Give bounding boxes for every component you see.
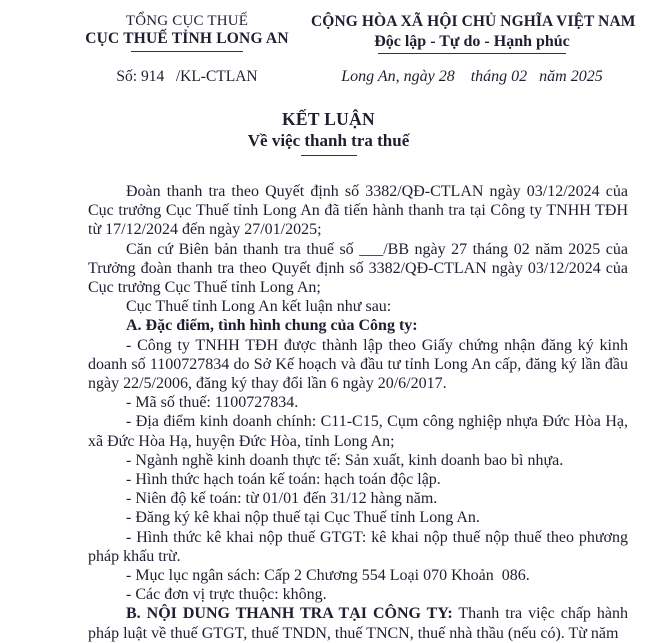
para-vat-declaration-method: - Hình thức kê khai nộp thuế GTGT: kê khai nộp thuế nộp thuế theo phương pháp khấu trừ. <box>88 528 632 565</box>
para-company-establishment: - Công ty TNHH TĐH được thành lập theo Giấy chứng nhận đăng ký kinh doanh số 1100727834 do Sở Kế hoạch và đầu tư tỉnh Long An cấp, đăng ký lần đầu ngày 22/5/2006, đăng ký thay đổi lần 6 ngày 20/6/2017. <box>88 336 632 393</box>
section-b-heading: B. NỘI DUNG THANH TRA TẠI CÔNG TY: <box>126 605 453 623</box>
para-conclusion-intro: Cục Thuế tỉnh Long An kết luận như sau: <box>126 298 392 316</box>
parent-agency-name: TỔNG CỤC THUẾ <box>125 13 249 29</box>
document-number: Số: 914 /KL-CTLAN <box>116 68 258 85</box>
document-title: KẾT LUẬN <box>281 109 375 129</box>
section-b-text: Thanh tra việc chấp hành pháp luật về thuế GTGT, thuế TNDN, thuế TNCN, thuế nhà thầu (nếu có). Từ năm <box>88 605 632 642</box>
national-title: CỘNG HÒA XÃ HỘI CHỦ NGHĨA VIỆT NAM <box>311 13 636 30</box>
para-tax-registration: - Đăng ký kê khai nộp thuế tại Cục Thuế tỉnh Long An. <box>126 509 480 527</box>
motto-wrap <box>311 31 633 54</box>
para-inspection-decision: Đoàn thanh tra theo Quyết định số 3382/QĐ-CTLAN ngày 03/12/2024 của Cục trưởng Cục Thuế tỉnh Long An đã tiến hành thanh tra tại Công ty TNHH TĐH từ 17/12/2024 đến ngày 27/01/2025; <box>88 183 632 239</box>
para-fiscal-year: - Niên độ kế toán: từ 01/01 đến 31/12 hàng năm. <box>126 490 438 508</box>
national-header-block <box>311 13 636 86</box>
document-header <box>0 0 657 86</box>
document-title-block <box>0 109 657 156</box>
para-tax-code: - Mã số thuế: 1100727834. <box>126 394 299 412</box>
section-b-paragraph <box>88 604 632 642</box>
section-a-heading: A. Đặc điểm, tình hình chung của Công ty: <box>126 317 418 335</box>
para-inspection-record: Căn cứ Biên bản thanh tra thuế số ___/BB ngày 27 tháng 02 năm 2025 của Trưởng đoàn thanh tra theo Quyết định số 3382/QĐ-CTLAN ngày 03/12/2024 của Cục trưởng Cục Thuế tỉnh Long An; <box>88 240 632 297</box>
issuing-agency-name: CỤC THUẾ TỈNH LONG AN <box>85 30 288 55</box>
para-business-address: - Địa điểm kinh doanh chính: C11-C15, Cụm công nghiệp nhựa Đức Hòa Hạ, xã Đức Hòa Hạ, huyện Đức Hòa, tỉnh Long An; <box>88 413 632 450</box>
para-subordinate-units: - Các đơn vị trực thuộc: không. <box>126 586 327 604</box>
document-body <box>88 182 632 643</box>
issuing-agency-block <box>76 13 298 86</box>
document-subtitle: Về việc thanh tra thuế <box>247 131 410 150</box>
title-divider <box>301 155 357 156</box>
national-motto: Độc lập - Tự do - Hạnh phúc <box>374 33 570 54</box>
agency-name-wrap <box>76 30 298 55</box>
para-accounting-form: - Hình thức hạch toán kế toán: hạch toán độc lập. <box>126 471 441 489</box>
place-and-date: Long An, ngày 28 tháng 02 năm 2025 <box>341 68 603 85</box>
para-budget-index: - Mục lục ngân sách: Cấp 2 Chương 554 Loại 070 Khoản 086. <box>126 567 530 585</box>
para-business-line: - Ngành nghề kinh doanh thực tế: Sản xuất, kinh doanh bao bì nhựa. <box>126 451 564 469</box>
